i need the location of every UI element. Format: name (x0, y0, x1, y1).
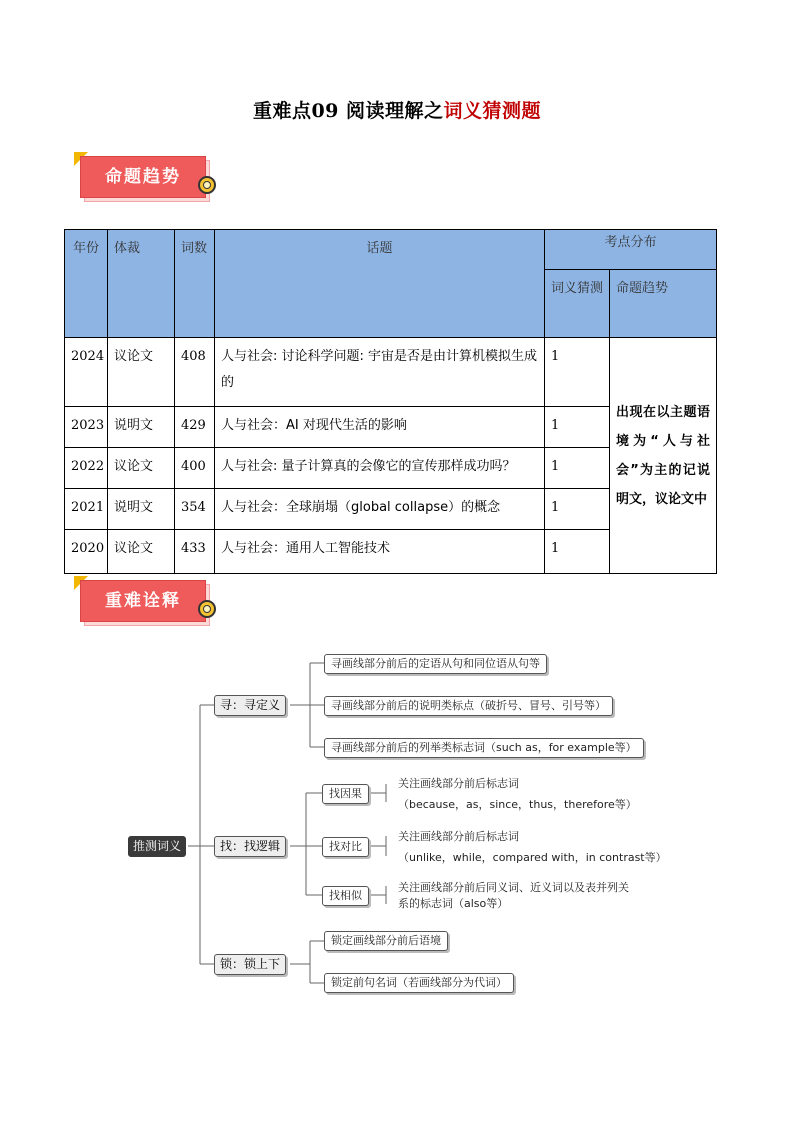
row-year: 2022 (65, 448, 108, 489)
row-words: 408 (175, 338, 215, 407)
row-words: 433 (175, 530, 215, 574)
row-genre: 议论文 (108, 338, 175, 407)
row-words: 400 (175, 448, 215, 489)
row-genre: 说明文 (108, 407, 175, 448)
trend-summary: 出现在以主题语境为“人与社会”为主的记说明文，议论文中 (610, 338, 717, 574)
note-contrast-2: （unlike，while，compared with，in contrast等） (398, 851, 667, 864)
row-guess-count: 1 (545, 338, 610, 407)
row-year: 2020 (65, 530, 108, 574)
row-year: 2023 (65, 407, 108, 448)
ring-icon (198, 176, 216, 194)
row-guess-count: 1 (545, 407, 610, 448)
page-title (0, 96, 794, 123)
sub-similar: 找相似 (322, 886, 369, 906)
header-word-guess: 词义猜测 (545, 270, 610, 338)
row-words: 354 (175, 489, 215, 530)
ring-icon (198, 600, 216, 618)
row-guess-count: 1 (545, 530, 610, 574)
row-words: 429 (175, 407, 215, 448)
leaf-context: 锁定画线部分前后语境 (324, 931, 448, 951)
row-topic: 人与社会：AI 对现代生活的影响 (215, 407, 545, 448)
header-genre: 体裁 (108, 230, 175, 338)
explain-badge-label: 重难诠释 (80, 580, 206, 622)
header-topic: 话题 (215, 230, 545, 338)
row-genre: 议论文 (108, 448, 175, 489)
row-guess-count: 1 (545, 489, 610, 530)
branch-context: 锁：锁上下 (214, 954, 286, 975)
leaf-clause: 寻画线部分前后的定语从句和同位语从句等 (324, 654, 547, 674)
row-genre: 说明文 (108, 489, 175, 530)
leaf-examples: 寻画线部分前后的列举类标志词（such as，for example等） (324, 738, 644, 758)
leaf-pronoun: 锁定前句名词（若画线部分为代词） (324, 973, 514, 993)
row-topic: 人与社会：全球崩塌（global collapse）的概念 (215, 489, 545, 530)
row-year: 2024 (65, 338, 108, 407)
note-contrast-1: 关注画线部分前后标志词 (398, 830, 519, 843)
header-trend: 命题趋势 (610, 270, 717, 338)
header-year: 年份 (65, 230, 108, 338)
sub-contrast: 找对比 (322, 837, 369, 857)
mindmap-root: 推测词义 (128, 836, 186, 857)
row-topic: 人与社会: 量子计算真的会像它的宣传那样成功吗？ (215, 448, 545, 489)
note-similar-1: 关注画线部分前后同义词、近义词以及表并列关 (398, 881, 629, 894)
header-distribution: 考点分布 (545, 230, 717, 270)
sub-cause: 找因果 (322, 784, 369, 804)
branch-logic: 找：找逻辑 (214, 836, 286, 857)
note-similar-2: 系的标志词（also等） (398, 897, 509, 910)
row-topic: 人与社会：通用人工智能技术 (215, 530, 545, 574)
row-year: 2021 (65, 489, 108, 530)
row-guess-count: 1 (545, 448, 610, 489)
row-genre: 议论文 (108, 530, 175, 574)
title-highlight: 词义猜测题 (443, 100, 542, 122)
trend-section-badge (74, 152, 224, 208)
trend-badge-label: 命题趋势 (80, 156, 206, 198)
title-main: 重难点09 阅读理解之 (252, 100, 444, 122)
branch-define: 寻：寻定义 (214, 695, 286, 716)
note-cause-2: （because，as，since，thus，therefore等） (398, 798, 637, 811)
header-words: 词数 (175, 230, 215, 338)
row-topic: 人与社会: 讨论科学问题: 宇宙是否是由计算机模拟生成的 (215, 338, 545, 407)
leaf-punctuation: 寻画线部分前后的说明类标点（破折号、冒号、引号等） (324, 696, 613, 716)
note-cause-1: 关注画线部分前后标志词 (398, 777, 519, 790)
explain-section-badge (74, 576, 224, 632)
trend-table (64, 229, 717, 574)
